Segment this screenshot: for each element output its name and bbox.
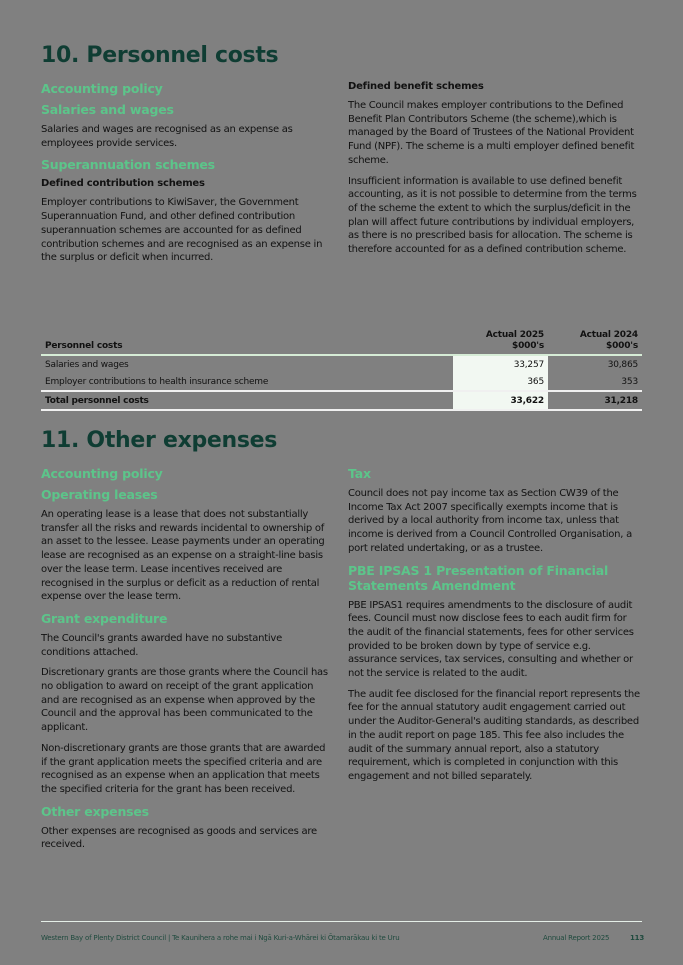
grant-expenditure-heading: Grant expenditure: [41, 610, 168, 626]
row-label: Employer contributions to health insurance scheme: [45, 376, 269, 387]
row-value-2024: 353: [621, 376, 638, 387]
footer-page-number: 113: [630, 934, 645, 942]
table-row: [41, 373, 642, 391]
table-header-2025: Actual 2025 $000's: [453, 330, 548, 355]
grant-text-2: Discretionary grants are those grants where the Council has no obligation to award on receipt of the grant application and are recognised as an expense when approved by the Council and the approval has been communicated to the applicant.: [41, 667, 328, 734]
section-11-right-column: [348, 466, 640, 791]
section-10-right-column: [348, 81, 640, 264]
table-header-row: [41, 330, 642, 355]
superannuation-heading: Superannuation schemes: [41, 157, 215, 173]
table-header-2024: Actual 2024 $000's: [548, 330, 642, 355]
section-11-left-column: [41, 466, 333, 859]
salaries-heading: Salaries and wages: [41, 102, 174, 117]
pbe-ipsas-text-2: The audit fee disclosed for the financial report represents the fee for the annual statutory audit engagement carried out under the Auditor-General's auditing standards, as described in the audit report on page 185. This fee also includes the audit of the summary annual report, also a statutory requirement, which is completed in conjunction with this engagement and not billed separately.: [348, 688, 640, 782]
table-total-row: [41, 391, 642, 410]
defined-benefit-heading: Defined benefit schemes: [348, 81, 484, 92]
operating-leases-heading: Operating leases: [41, 487, 158, 502]
footer-divider: [41, 921, 642, 922]
personnel-costs-table: [41, 330, 642, 411]
total-value-2024: 31,218: [548, 391, 642, 410]
other-expenses-text: Other expenses are recognised as goods and services are received.: [41, 825, 317, 851]
table-row: [41, 355, 642, 373]
defined-benefit-text-1: The Council makes employer contributions to the Defined Benefit Plan Contributors Scheme (the scheme),which is managed by the Board of Trustees of the National Provident Fund (NPF). The scheme is a multi employer defined benefit scheme.: [348, 100, 635, 166]
section-10-title: 10. Personnel costs: [41, 43, 279, 68]
defined-contribution-heading: Defined contribution schemes: [41, 178, 205, 190]
row-value-2025: 33,257: [453, 355, 548, 373]
grant-text-3: Non-discretionary grants are those grants that are awarded if the grant application meets the specified criteria and are recognised as an expense when an application that meets the specified criteria for the grant has been received.: [41, 742, 326, 795]
row-value-2025: 365: [453, 373, 548, 391]
section-11-title: 11. Other expenses: [41, 428, 278, 453]
section-10-left-column: [41, 81, 333, 272]
total-value-2025: 33,622: [453, 391, 548, 410]
other-expenses-heading: Other expenses: [41, 803, 149, 819]
grant-text-1: The Council's grants awarded have no substantive conditions attached.: [41, 632, 282, 658]
operating-leases-text: An operating lease is a lease that does not substantially transfer all the risks and rewards incidental to ownership of an asset to the lessee. Lease payments under an operating lease are recognised as an expense on a straight-line basis over the lease term. Lease incentives received are recognised in the surplus or deficit as a reduction of rental expense over the lease term.: [41, 509, 325, 603]
row-label: Salaries and wages: [45, 359, 129, 370]
pbe-ipsas-heading: PBE IPSAS 1 Presentation of Financial Statements Amendment: [348, 562, 609, 593]
accounting-policy-heading: Accounting policy: [41, 81, 163, 96]
tax-heading: Tax: [348, 466, 371, 481]
row-value-2024: 30,865: [607, 359, 638, 370]
pbe-ipsas-text-1: PBE IPSAS1 requires amendments to the disclosure of audit fees. Council must now disclose fees to each audit firm for the audit of the financial statements, fees for other services provided to be broken down by type of service e.g. assurance services, tax services, consulting and whether or not the service is related to the audit.: [348, 599, 634, 680]
footer-org: Western Bay of Plenty District Council | Te Kaunihera a rohe mai i Ngā Kuri-a-Whārei ki Ōtamarākau ki te Uru: [41, 934, 400, 942]
defined-benefit-text-2: Insufficient information is available to use defined benefit accounting, as it is not possible to determine from the terms of the scheme the extent to which the surplus/deficit in the plan will affect future contributions by individual employers, as there is no prescribed basis for allocation. The scheme is therefore accounted for as a defined contribution scheme.: [348, 175, 637, 256]
salaries-text: Salaries and wages are recognised as an expense as employees provide services.: [41, 124, 293, 149]
defined-contribution-text: Employer contributions to KiwiSaver, the Government Superannuation Fund, and other defined contribution superannuation schemes are accounted for as defined contribution schemes and are recognised as an expense in the surplus or deficit when incurred.: [41, 197, 323, 264]
total-label: Total personnel costs: [41, 391, 453, 410]
footer-report-title: Annual Report 2025: [543, 934, 610, 942]
table-header-label: Personnel costs: [41, 330, 453, 355]
tax-text: Council does not pay income tax as Section CW39 of the Income Tax Act 2007 specifically exempts income that is derived by a local authority from income tax, unless that income is derived from a Council Controlled Organisation, a port related undertaking, or as a trustee.: [348, 488, 632, 554]
accounting-policy-heading: Accounting policy: [41, 466, 163, 481]
